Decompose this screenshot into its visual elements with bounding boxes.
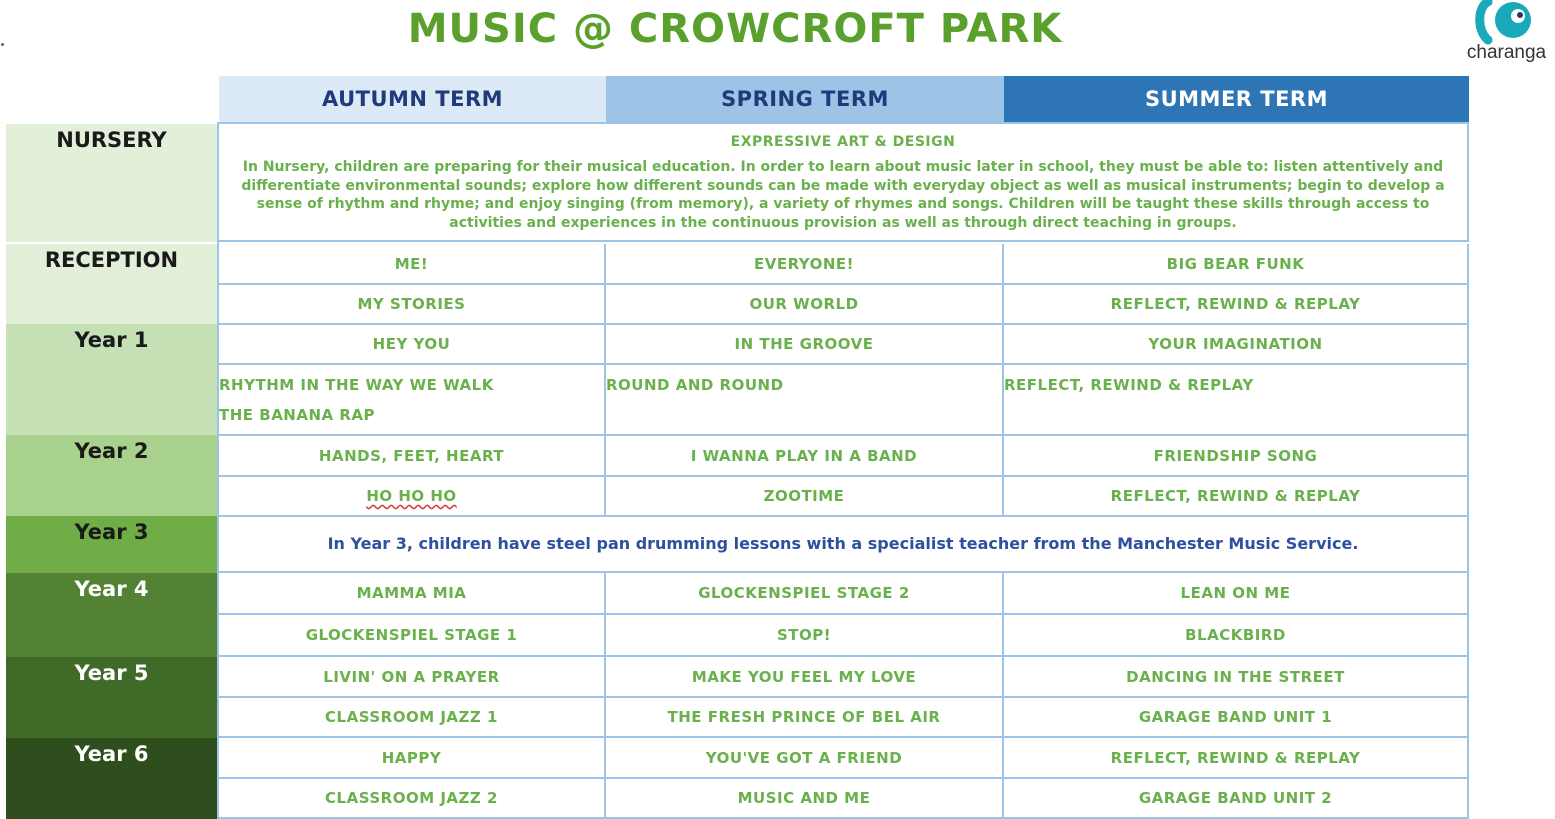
nursery-heading: EXPRESSIVE ART & DESIGN xyxy=(730,134,956,150)
row-label-year1: Year 1 xyxy=(6,324,217,435)
year6-autumn-2: CLASSROOM JAZZ 2 xyxy=(219,779,606,819)
year2-summer-2: REFLECT, REWIND & REPLAY xyxy=(1004,477,1469,517)
term-header-spring: SPRING TERM xyxy=(606,76,1004,122)
year1-autumn-1: HEY YOU xyxy=(219,325,606,365)
year5-summer-1: DANCING IN THE STREET xyxy=(1004,657,1469,698)
year4-autumn-1: MAMMA MIA xyxy=(219,573,606,615)
year2-autumn-1: HANDS, FEET, HEART xyxy=(219,436,606,477)
year5-autumn-1: LIVIN' ON A PRAYER xyxy=(219,657,606,698)
year4-autumn-2: GLOCKENSPIEL STAGE 1 xyxy=(219,615,606,657)
year6-autumn-1: HAPPY xyxy=(219,738,606,779)
year2-autumn-2-text: HO HO HO xyxy=(366,487,457,505)
year4-spring-2: STOP! xyxy=(606,615,1004,657)
charanga-logo xyxy=(1458,0,1555,70)
row-label-year5: Year 5 xyxy=(6,657,217,738)
year2-spring-2: ZOOTIME xyxy=(606,477,1004,517)
reception-spring-1: EVERYONE! xyxy=(606,244,1004,285)
year1-autumn-2-line1: RHYTHM IN THE WAY WE WALK xyxy=(219,376,494,394)
year2-summer-1: FRIENDSHIP SONG xyxy=(1004,436,1469,477)
reception-autumn-2: MY STORIES xyxy=(219,285,606,325)
term-header-autumn: AUTUMN TERM xyxy=(219,76,606,122)
charanga-logo-icon xyxy=(1458,0,1555,45)
reception-autumn-1: ME! xyxy=(219,244,606,285)
year1-autumn-2-line2: THE BANANA RAP xyxy=(219,406,375,424)
year4-summer-1: LEAN ON ME xyxy=(1004,573,1469,615)
year1-summer-2-text: REFLECT, REWIND & REPLAY xyxy=(1004,376,1254,394)
reception-summer-1: BIG BEAR FUNK xyxy=(1004,244,1469,285)
year1-summer-2 xyxy=(1004,365,1469,436)
row-label-year6: Year 6 xyxy=(6,738,217,819)
row-label-year3: Year 3 xyxy=(6,516,217,573)
reception-summer-2: REFLECT, REWIND & REPLAY xyxy=(1004,285,1469,325)
year3-cell: In Year 3, children have steel pan drumming lessons with a specialist teacher from the Manchester Music Service. xyxy=(219,516,1469,573)
nursery-cell xyxy=(219,124,1469,242)
year5-spring-2: THE FRESH PRINCE OF BEL AIR xyxy=(606,698,1004,738)
year1-autumn-2 xyxy=(219,365,606,436)
year5-spring-1: MAKE YOU FEEL MY LOVE xyxy=(606,657,1004,698)
year4-summer-2: BLACKBIRD xyxy=(1004,615,1469,657)
logo-text: charanga xyxy=(1466,42,1547,63)
row-label-nursery: NURSERY xyxy=(6,124,217,242)
row-label-year2: Year 2 xyxy=(6,435,217,516)
year1-spring-2 xyxy=(606,365,1004,436)
reception-spring-2: OUR WORLD xyxy=(606,285,1004,325)
year6-summer-1: REFLECT, REWIND & REPLAY xyxy=(1004,738,1469,779)
page-title: MUSIC @ CROWCROFT PARK xyxy=(407,6,1063,52)
year1-spring-2-text: ROUND AND ROUND xyxy=(606,376,784,394)
year2-spring-1: I WANNA PLAY IN A BAND xyxy=(606,436,1004,477)
nursery-text: In Nursery, children are preparing for their musical education. In order to learn about music later in school, they must be able to: listen attentively and differentiate environmental sounds; explore how different sounds can be made with everyday object as well as musical instruments; begin to develop a sense of rhythm and rhyme; and enjoy singing (from memory), a variety of rhymes and songs. Children will be taught these skills through access to activities and experiences in the continuous provision as well as through direct teaching in groups. xyxy=(241,159,1445,231)
year6-spring-2: MUSIC AND ME xyxy=(606,779,1004,819)
year1-spring-1: IN THE GROOVE xyxy=(606,325,1004,365)
year4-spring-1: GLOCKENSPIEL STAGE 2 xyxy=(606,573,1004,615)
year2-autumn-2 xyxy=(219,477,606,517)
row-label-year4: Year 4 xyxy=(6,573,217,657)
year5-autumn-2: CLASSROOM JAZZ 1 xyxy=(219,698,606,738)
year6-spring-1: YOU'VE GOT A FRIEND xyxy=(606,738,1004,779)
year1-summer-1: YOUR IMAGINATION xyxy=(1004,325,1469,365)
row-label-reception: RECEPTION xyxy=(6,244,217,324)
year6-summer-2: GARAGE BAND UNIT 2 xyxy=(1004,779,1469,819)
year5-summer-2: GARAGE BAND UNIT 1 xyxy=(1004,698,1469,738)
term-header-summer: SUMMER TERM xyxy=(1004,76,1469,122)
